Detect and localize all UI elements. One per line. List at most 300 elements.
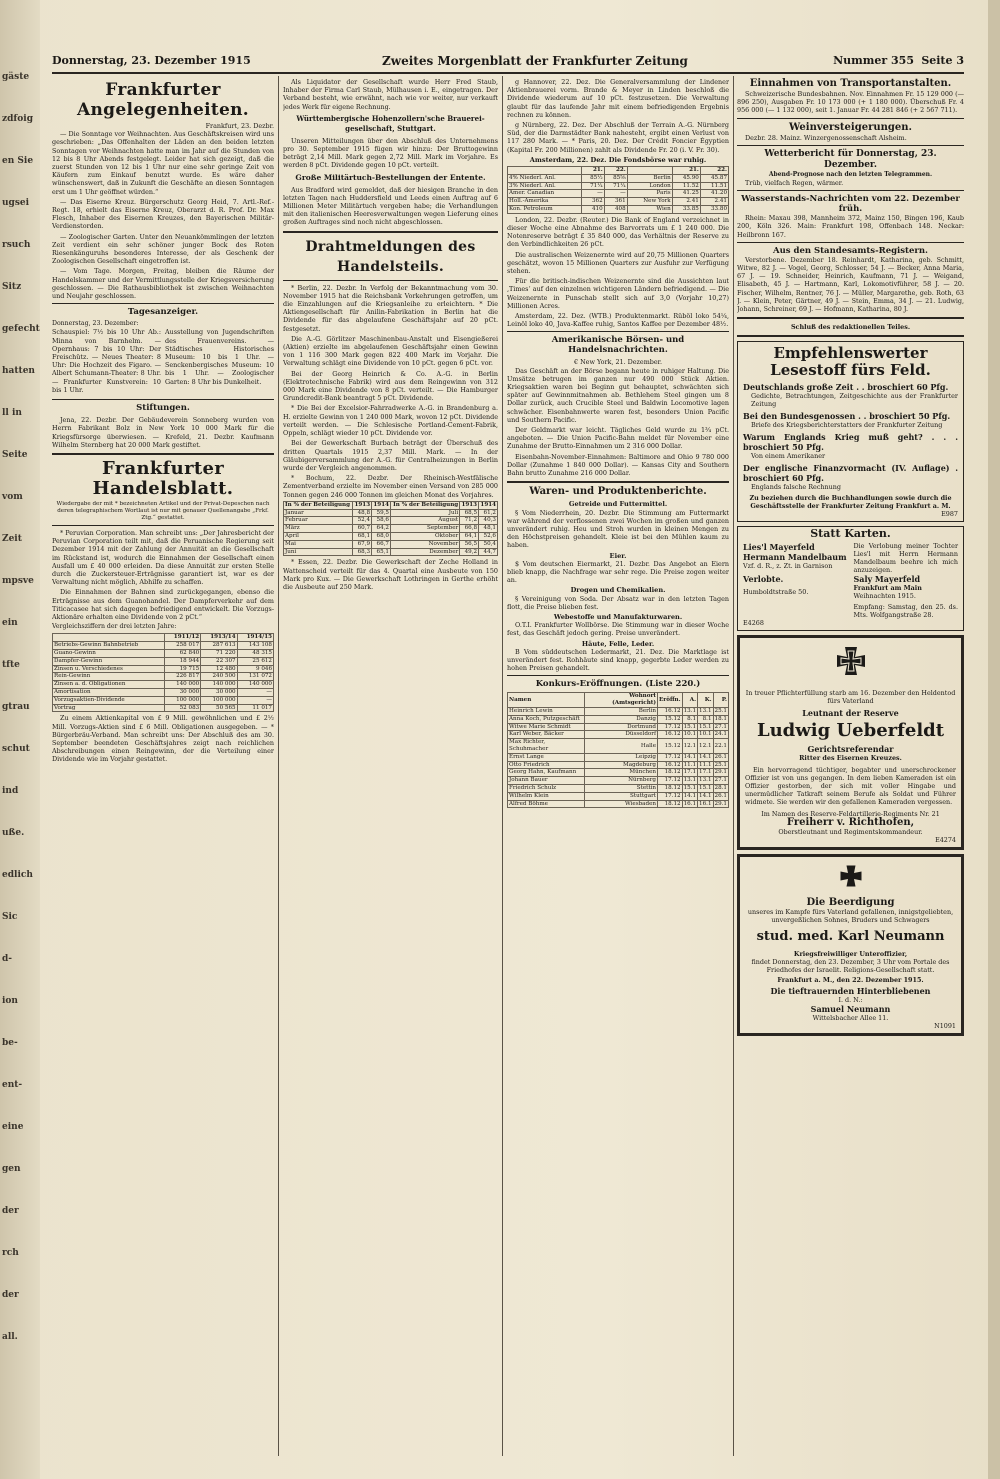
page-edge [988, 0, 1000, 1479]
funeral-family-note: I. d. N.: [838, 995, 863, 1004]
table-cell: August [390, 517, 459, 525]
advert-footer: Zu beziehen durch die Buchhandlungen sowie durch die Geschäftsstelle der Frankfurter Zeitung Frankfurt a. M. [749, 494, 952, 511]
table-cell: Leipzig [584, 753, 657, 761]
header-page: Seite 3 [921, 54, 964, 67]
gutter-fragment: ll in [2, 408, 22, 418]
funeral-name: stud. med. Karl Neumann [756, 928, 945, 944]
article-paragraph: Der Geldmarkt war leicht. Tägliches Geld wurde zu 1¾ pCt. angeboten. — Die Union Pacific-Bahn meldet für November eine Zunahme der Brutto-Einnahmen um 2 316 000 Dollar. [507, 426, 729, 451]
table-cell: 143 108 [237, 642, 273, 650]
table-row [508, 198, 729, 206]
table-cell: 17.12 [658, 723, 683, 731]
iron-cross-icon [836, 864, 866, 894]
table-row [508, 761, 729, 769]
table-cell: Wilhelm Klein [508, 792, 585, 800]
article-paragraph: Die Einnahmen der Bahnen sind zurückgegangen, ebenso die Erträgnisse aus dem Guanohandel. Der Dampferverkehr auf dem Titicacasee hat sich dagegen befriedigend entwickelt. Die Vorzugs-Aktionäre erhalten eine Dividende von 2 pCt.“ [52, 588, 274, 621]
table-cell: — [581, 190, 604, 198]
article-paragraph: — Vom Tage. Morgen, Freitag, bleiben die Räume der Handelskammer und der Vermittlungsstelle der Kriegsversicherung geschlossen. — Die Rathausbibliothek ist zwischen Weihnachten und Neujahr geschlossen. [52, 267, 274, 301]
table-cell: 59,5 [372, 509, 391, 517]
table-header-cell: In % der Beteiligung [284, 501, 353, 509]
table-cell: 27.1 [714, 777, 727, 784]
table-cell: Zinsen a. d. Obligationen [53, 681, 165, 689]
table-header-cell: 1911/12 [164, 634, 200, 642]
advert-code: E4268 [743, 618, 764, 627]
column-3 [507, 78, 729, 1458]
table-header-cell: Eröffn. [658, 693, 683, 708]
table-cell: 41.20 [700, 190, 728, 198]
table-cell: 10.1 [699, 731, 712, 738]
tagesanzeiger-left: Schauspiel: 7½ bis 10 Uhr Ab.: Minna von Barnhelm. — Opernhaus: 7 bis 10 Uhr: Der Freischütz. — Neues Theater: 8 Uhr: Die Hochzeit des Figaro. — Albert Schumann-Theater: 8 Uhr. — Frankfurter Kunstverein: 10 bis 1 Uhr. [52, 328, 161, 394]
article-paragraph: Bei der Gewerkschaft Burbach beträgt der Überschuß des dritten Quartals 1915 2,37 Mill. Mark. — In der Gläubigerversammlung der A.-G. für Centralheizungen in Berlin wurde der Vergleich angenommen. [283, 439, 498, 472]
table-cell: 24.1 [714, 731, 727, 738]
amsterdam-heading: Amsterdam, 22. Dez. Die Fondsbörse war ruhig. [529, 155, 707, 164]
article-paragraph: Aus Bradford wird gemeldet, daß der hiesigen Branche in den letzten Tagen nach Huddersfield und Leeds einen Auftrag auf 6 Millionen Meter Militärtuch vergeben habe; die Verhandlungen mit den italienischen Heeresverwaltungen wegen Lieferung eines großen Auftrages sind noch nicht abgeschlossen. [283, 185, 498, 227]
gutter-fragment: Seite [2, 450, 28, 460]
table-cell: 11.51 [700, 182, 728, 190]
wine-heading: Weinversteigerungen. [789, 121, 912, 133]
table-cell: 62 840 [164, 649, 200, 657]
table-cell: 71,2 [460, 517, 479, 525]
table-cell: 17.12 [658, 792, 683, 800]
table-cell: 26.1 [714, 792, 727, 799]
table-cell: 408 [604, 206, 627, 214]
article-paragraph: — Die Sonntage vor Weihnachten. Aus Geschäftskreisen wird uns geschrieben: „Das Offenhalten der Läden an den beiden letzten Sonntagen vor Weihnachten hatte man im Jahr auf die Stunden von 12 bis 8 Uhr Abends festgelegt. Leider hat sich gezeigt, daß die zuerst Stunden von 12 bis 1 Uhr nur eine sehr geringe Zeit von Käufern zum Einkauf benutzt wurde. Es wäre daher wünschenswert, daß in Zukunft die Geschäfte an diesen Sonntagen erst um 1 Uhr geöffnet würden.“ [52, 130, 274, 196]
advert-items [743, 382, 958, 491]
funeral-rank: Kriegsfreiwilliger Unteroffizier, [793, 949, 908, 958]
subheading: Webestoffe und Manufakturwaren. [553, 612, 683, 621]
stiftungen-heading: Stiftungen. [136, 403, 190, 414]
table-cell: Magdeburg [584, 761, 657, 769]
column-1 [52, 78, 274, 1458]
article-paragraph: Die australischen Weizenernte wird auf 20,75 Millionen Quarters geschätzt, wovon 15 Millionen Quarters zur Ausfuhr zur Verfügung stehen. [507, 250, 729, 276]
advert-item-title: Warum Englands Krieg muß geht? . . . broschiert 50 Pfg. [743, 432, 958, 453]
table-cell: 12 480 [201, 665, 237, 673]
article-paragraph: § Vereinigung von Soda. Der Absatz war in den letzten Tagen flott, die Preise blieben fest. [507, 594, 729, 611]
article-paragraph: Bei der Georg Heinrich & Co. A.-G. in Berlin (Elektrotechnische Fabrik) wird aus dem Reingewinn von 312 000 Mark eine Dividende von 8 pCt. verteilt. — Die Hamburger Grundcredit-Bank beantragt 5 pCt. Dividende. [283, 369, 498, 403]
table-cell: 68,1 [353, 532, 372, 540]
gutter-fragment: vom [2, 492, 23, 502]
table-cell: 50,4 [479, 540, 498, 548]
table-cell: 13.1 [699, 777, 712, 784]
table-cell: 13.1 [683, 777, 697, 784]
column-rule [733, 76, 734, 1456]
tagesanzeiger-date: Donnerstag, 23. Dezember: [52, 320, 139, 328]
table-row [508, 753, 729, 761]
table-cell: Mai [284, 540, 353, 548]
obituary-rank: Leutnant der Reserve [802, 707, 899, 718]
table-row [508, 739, 729, 754]
table-cell: Zinsen u. Verschiedenes [53, 665, 165, 673]
table-cell: Amortisation [53, 688, 165, 696]
table-cell: 15.12 [658, 739, 683, 754]
advert-item-desc: Gedichte, Betrachtungen, Zeitgeschichte aus der Frankfurter Zeitung [751, 392, 958, 409]
water-heading: Wasserstands-Nachrichten vom 22. Dezember früh. [741, 194, 960, 215]
table-row [508, 715, 729, 723]
weather-subheading: Abend-Prognose nach den letzten Telegrammen. [768, 170, 933, 178]
table-cell: 25 612 [237, 657, 273, 665]
gutter-fragment: eine [2, 1122, 24, 1132]
transport-heading: Einnahmen von Transportanstalten. [749, 78, 952, 89]
obituary-order: Ritter des Eisernen Kreuzes. [799, 753, 902, 762]
address: Humboldtstraße 50. [743, 587, 809, 596]
article-paragraph: Rhein: Maxau 398, Mannheim 372, Mainz 150, Bingen 196, Kaub 200, Köln 326. Main: Frankfurt 198, Offenbach 148. Neckar: Heilbronn 167. [737, 214, 964, 239]
obituary-intro: In treuer Pflichterfüllung starb am 16. Dezember den Heldentod fürs Vaterland [745, 688, 956, 705]
gutter-fragment: be- [2, 1038, 18, 1048]
table-cell: Juni [284, 548, 353, 556]
advert-engagement [737, 526, 964, 630]
table-cell: 15.1 [683, 784, 697, 791]
table-cell: 10.1 [683, 731, 697, 738]
table-cell: Nürnberg [584, 777, 657, 785]
gutter-fragment: hatten [2, 366, 35, 376]
table-cell: 15.1 [699, 723, 712, 730]
table-cell: 361 [604, 198, 627, 206]
article-paragraph: O.T.I. Frankfurter Wollbörse. Die Stimmung war in dieser Woche fest, das Geschäft jedoch gering. Preise unverändert. [507, 621, 729, 638]
table-cell: Stettin [584, 784, 657, 792]
table-row [508, 769, 729, 777]
table-cell: 29.1 [714, 800, 727, 807]
table-cell: Februar [284, 517, 353, 525]
obituary-profession: Gerichtsreferendar [807, 743, 894, 754]
table-row [53, 665, 274, 673]
groom-rank: Vzf. d. R., z. Zt. in Garnison [743, 561, 833, 570]
table-cell: 48,8 [353, 509, 372, 517]
article-paragraph: Unseren Mitteilungen über den Abschluß des Unternehmens pro 30. September 1915 fügen wir hinzu: Der Bruttogewinn beträgt 2,14 Mill. Mark gegen 2,72 Mill. Mark im Vorjahre. Es werden 8 pCt. Dividende gegen 10 pCt. verteilt. [283, 136, 498, 170]
gutter-fragment: zdfoig [2, 114, 33, 124]
table-header-row [508, 167, 729, 175]
section-title-local: Frankfurter Angelegenheiten. [77, 80, 249, 120]
table-cell: 11.1 [699, 761, 712, 768]
table-cell: 17.1 [699, 769, 712, 776]
table-header-cell: 21. [581, 167, 604, 175]
table-cell: Alfred Böhme [508, 800, 585, 808]
tagesanzeiger-right: Ausstellung von Jugendschriften des Frauenvereins. — Städtisches Historisches Museum: 10 bis 1 Uhr. — Senckenbergisches Museum: 10 bis 1 Uhr. — Zoologischer Garten: 8 Uhr bis Dunkelheit. [165, 328, 274, 386]
table-cell: 13.1 [683, 707, 697, 714]
table-cell: 52 083 [164, 704, 200, 712]
funeral-title: Die Beerdigung [806, 896, 895, 908]
table-cell: 26.1 [714, 753, 727, 760]
article-paragraph: § Vom Niederrhein, 20. Dezbr. Die Stimmung am Futtermarkt war während der verflossenen zwei Wochen im großen und ganzen unverändert ruhig. Heu und Stroh wurden in kleinen Mengen zu den Höchstpreisen gehandelt. Kleie ist bei den Mühlen kaum zu haben. [507, 508, 729, 550]
table-cell: 71 220 [201, 649, 237, 657]
gutter-fragment: ein [2, 618, 18, 628]
table-cell: 19 715 [164, 665, 200, 673]
table-cell: Friedrich Schulz [508, 784, 585, 792]
article-heading: Große Militärtuch-Bestellungen der Entente. [295, 172, 486, 182]
table-cell: New York [627, 198, 672, 206]
table-row [508, 792, 729, 800]
page-header [52, 50, 964, 74]
article-paragraph: Schweizerische Bundesbahnen. Nov. Einnahmen Fr. 15 129 000 (— 896 250), Ausgaben Fr. 10 173 000 (+ 1 180 000). Überschuß Fr. 4 956 000 (— 1 132 000), seit 1. Januar Fr. 44 281 846 (+ 2 567 711). [737, 90, 964, 115]
table-cell: Witwe Marie Schmidt [508, 723, 585, 731]
table-cell: 4% Niederl. Anl. [508, 174, 582, 182]
table-cell: Halle [584, 739, 657, 754]
table-header-row [284, 501, 498, 509]
table-cell: 18.12 [658, 784, 683, 792]
table-cell: 12.1 [698, 739, 713, 754]
table-cell: Januar [284, 509, 353, 517]
advert-code: E987 [941, 510, 958, 519]
table-cell: Betriebs-Gewinn Bahnbetrieb [53, 642, 165, 650]
dateline: Frankfurt, 23. Dezbr. [205, 122, 274, 130]
table-header-cell: 1913/14 [201, 634, 237, 642]
table-cell: 16.12 [658, 761, 683, 769]
father-name: Saly Mayerfeld [853, 573, 921, 584]
divider [737, 145, 964, 146]
table-cell: 49,2 [460, 548, 479, 556]
table-header-cell: K. [698, 693, 713, 708]
table-cell: 52,6 [479, 532, 498, 540]
table-row [284, 525, 498, 533]
table-row [53, 688, 274, 696]
article-paragraph: * Die Bei der Excelsior-Fahrradwerke A.-G. in Brandenburg a. H. erzielte Gewinn von 1 240 000 Mark, wovon 12 pCt. Dividende verteilt werden. — Die Schlesische Portland-Cement-Fabrik, Oppeln, schlägt wieder 10 pCt. Dividende vor. [283, 404, 498, 438]
table-cell: 50 565 [201, 704, 237, 712]
table-row [53, 649, 274, 657]
table-cell: 85⅝ [604, 174, 627, 182]
article-paragraph: * Peruvian Corporation. Man schreibt uns: „Der Jahresbericht der Peruvian Corporation teilt mit, daß die Peruanische Regierung seit Dezember 1914 mit der Zahlung der Annuität an die Gesellschaft im Rückstand ist, wodurch die Einnahmen der Gesellschaft einen Ausfall um £ 40 000 erleiden. Da diese Annuität zur ersten Stelle durch die Zuckersteuer-Erträgnisse garantiert ist, war es der Verwaltung nicht möglich, Abhilfe zu schaffen. [52, 528, 274, 587]
table-cell: 18.1 [714, 715, 727, 722]
article-paragraph: Das Geschäft an der Börse begann heute in ruhiger Haltung. Die Umsätze betrugen im ganzen nur 490 000 Stück Aktien. Kriegsaktien waren bei Beginn gut behauptet, schwächten sich später auf Gewinnmitnahmen ab. Bethlehem Steel gingen um 8 Dollar zurück, auch Crucible Steel und Baldwin Locomotive lagen schwächer. Eisenbahnwerte waren fest, besonders Union Pacific und Southern Pacific. [507, 366, 729, 424]
obituary-signer-title: Oberstleutnant und Regimentskommandeur. [778, 827, 923, 836]
article-paragraph: Für die britisch-indischen Weizenernte sind die Aussichten laut ‚Times‘ auf den einzelnen wichtigeren Ländern befriedigend. — Die Weizenernte in Punschab stellt sich auf 3,0 (Vorjahr 10,27) Millionen Acres. [507, 277, 729, 310]
article-paragraph: * Bochum, 22. Dezbr. Der Rheinisch-Westfälische Zementverband erzielte im November einen Versand von 285 000 Tonnen gegen 246 000 Tonnen im gleichen Monat des Vorjahres. [283, 474, 498, 499]
table-cell: 18.12 [658, 769, 683, 777]
table-cell: 27.1 [714, 723, 727, 730]
table-cell: 17.12 [658, 753, 683, 761]
table-cell: 15.1 [683, 723, 697, 730]
table-cell: 410 [581, 206, 604, 214]
weather-forecast: Trüb, vielfach Regen, wärmer. [745, 179, 844, 188]
bankruptcy-table [507, 692, 729, 808]
funeral-details: findet Donnerstag, den 23. Dezember, 3 Uhr vom Portale des Friedhofes der Israelit. Religions-Gesellschaft statt. [751, 957, 950, 974]
gutter-fragment: all. [2, 1332, 18, 1342]
table-cell: 17.12 [658, 777, 683, 785]
funeral-address: Wittelsbacher Allee 11. [812, 1013, 889, 1022]
table-cell: 14.1 [699, 792, 712, 799]
table-header-cell: Wohnort (Amtsgericht) [584, 693, 657, 708]
table-cell: 25.1 [714, 707, 727, 714]
table-cell: 45.90 [672, 174, 700, 182]
financial-table [52, 633, 274, 712]
funeral-family: Die tieftrauernden Hinterbliebenen [770, 985, 931, 996]
table-cell: Oktober [390, 532, 459, 540]
gutter-fragment: Sic [2, 912, 18, 922]
divider [737, 118, 964, 119]
obituary-text: Ein hervorragend tüchtiger, begabter und unerschrockener Offizier ist von uns gegangen. In dem lieben Kameraden ist ein Offizier gestorben, der sich mit voller Hingabe und unermüdlicher Tatkraft seinem Berufe als Soldat und Führer widmete. Sie werden wir den gefallenen Kameraden vergessen. [745, 765, 956, 806]
gutter-fragment: gtrau [2, 702, 30, 712]
article-paragraph: g Nürnberg, 22. Dez. Der Abschluß der Terrain A.-G. Nürnberg Süd, der die Darmstädter Bank nahesteht, ergibt einen Verlust von 117 280 Mark. — * Paris, 20. Dez. Der Crédit Foncier Égyptien (Kapital Fr. 200 Millionen) zahlt als Dividende Fr. 20 (i. V. Fr. 30). [507, 121, 729, 154]
table-cell: 68,0 [372, 532, 391, 540]
cement-table [283, 501, 498, 557]
table-cell: 11.1 [683, 761, 697, 768]
table-cell: 29.1 [714, 769, 727, 776]
table-cell: — [237, 696, 273, 704]
table-cell: Vorzugsaktien-Dividende [53, 696, 165, 704]
table-cell: Dezember [390, 548, 459, 556]
previous-page-edge [0, 0, 40, 1479]
table-cell: 14.1 [683, 753, 697, 760]
table-cell: 22 307 [201, 657, 237, 665]
table-cell: London [627, 182, 672, 190]
table-header-cell: 1913 [461, 501, 478, 508]
table-cell: April [284, 532, 353, 540]
divider [737, 335, 964, 337]
divider [52, 399, 274, 400]
exchange-table [507, 166, 729, 214]
table-cell: 56,5 [460, 540, 479, 548]
table-cell: 9 046 [237, 665, 273, 673]
table-cell: 15.1 [699, 784, 712, 791]
table-cell: 15.12 [658, 715, 683, 723]
gutter-fragment: Sitz [2, 282, 22, 292]
engagement-title: Statt Karten. [810, 527, 891, 541]
table-cell: Ernst Lange [508, 753, 585, 761]
table-cell: 48 315 [237, 649, 273, 657]
article-paragraph: Amsterdam, 22. Dez. (WTB.) Produktenmarkt. Rüböl loko 54¼, Leinöl loko 40, Java-Kaffee ruhig, Santos Kaffee per Dezember 48½. [507, 312, 729, 329]
table-cell: München [584, 769, 657, 777]
table-cell: — [237, 688, 273, 696]
table-cell: Kon. Petroleum [508, 206, 582, 214]
divider [737, 190, 964, 191]
article-paragraph: — Das Eiserne Kreuz. Bürgerschutz Georg Heid, 7. Artl.-Ref.-Regt. 18, erhielt das Eiserne Kreuz, Oberarzt d. R. Prof. Dr. Max Flesch, Inhaber des Eisernen Kreuzes, den Bayerischen Militär-Verdienstorden. [52, 197, 274, 231]
gutter-fragment: uße. [2, 828, 25, 838]
table-cell: Stuttgart [584, 792, 657, 800]
article-paragraph: Als Liquidator der Gesellschaft wurde Herr Fred Staub, Inhaber der Firma Carl Staub, Mülhausen i. E., eingetragen. Der Verband besteht, wie erwähnt, nach wie vor weiter, nur verkauft jedes Werk für eigene Rechnung. [283, 78, 498, 111]
gutter-fragment: der [2, 1290, 19, 1300]
table-cell: Holl.-Amerika [508, 198, 582, 206]
divider [283, 280, 498, 281]
advert-item-title: Der englische Finanzvormacht (IV. Auflage) . broschiert 60 Pfg. [743, 463, 958, 484]
table-cell: 30 000 [201, 688, 237, 696]
table-cell: 131 072 [237, 673, 273, 681]
table-cell: 362 [581, 198, 604, 206]
gutter-fragment: gen [2, 1164, 21, 1174]
divider [507, 675, 729, 676]
table-cell: Wien [627, 206, 672, 214]
dateline: € New York, 21. Dezember. [573, 358, 663, 367]
table-cell: 16.12 [658, 707, 683, 715]
table-cell: 2.41 [700, 198, 728, 206]
registry-heading: Aus den Standesamts-Registern. [772, 245, 929, 256]
table-cell: 33.80 [700, 206, 728, 214]
table-cell: 16.12 [658, 731, 683, 739]
table-cell: 100 000 [164, 696, 200, 704]
gutter-fragment: gefecht [2, 324, 40, 334]
table-cell: Karl Weber, Bäcker [508, 731, 585, 739]
table-header-cell: A. [682, 693, 697, 708]
table-cell: Berlin [584, 707, 657, 715]
article-paragraph: Dezbr. 28. Mainz. Winzergenossenschaft Alsheim. [745, 133, 907, 142]
table-cell: Wiesbaden [584, 800, 657, 808]
table-cell: Max Richter, Schuhmacher [508, 739, 585, 754]
table-cell: 226 817 [164, 673, 200, 681]
divider [737, 317, 964, 319]
subheading: Häute, Felle, Leder. [581, 639, 655, 648]
table-cell: Georg Hahn, Kaufmann [508, 769, 585, 777]
table-cell: Otto Friedrich [508, 761, 585, 769]
column-rule [278, 76, 279, 1456]
table-cell: Dortmund [584, 723, 657, 731]
table-header-cell [53, 634, 165, 642]
table-cell: 11.52 [672, 182, 700, 190]
date: Weihnachten 1915. [853, 591, 916, 600]
table-row [508, 731, 729, 739]
table-header-row [508, 693, 729, 708]
header-number: Nummer 355 [833, 54, 914, 67]
obituary-neumann [737, 854, 964, 1036]
table-cell: Vortrag [53, 704, 165, 712]
gutter-fragment: ion [2, 996, 18, 1006]
table-row [508, 777, 729, 785]
iron-cross-icon [831, 645, 871, 685]
table-row [508, 190, 729, 198]
table-cell: 67,9 [353, 540, 372, 548]
funeral-place: Frankfurt a. M., den 22. Dezember 1915. [777, 975, 924, 984]
table-row [508, 206, 729, 214]
gutter-fragment: ugsei [2, 198, 30, 208]
table-cell: 66,8 [460, 525, 479, 533]
table-cell: 8.1 [682, 715, 697, 723]
table-cell: 11 017 [237, 704, 273, 712]
table-cell: 14.1 [699, 753, 712, 760]
divider [52, 303, 274, 304]
table-cell: 28.1 [714, 784, 727, 791]
table-cell: 58,6 [372, 517, 391, 525]
table-cell: Paris [627, 190, 672, 198]
table-cell: 61,2 [479, 509, 498, 517]
article-paragraph: B Vom süddeutschen Ledermarkt, 21. Dez. Die Marktlage ist unverändert fest. Rohhäute sind knapp, gegerbte Leder werden zu hohen Preisen gehandelt. [507, 647, 729, 673]
table-row [53, 657, 274, 665]
table-cell: Juli [390, 509, 459, 517]
table-header-cell: 22. [700, 167, 728, 175]
table-cell: 85½ [581, 174, 604, 182]
advert-code: E4274 [935, 835, 956, 844]
table-header-cell: 1913 [354, 501, 371, 508]
advert-item-title: Bei den Bundesgenossen . . broschiert 50 Pfg. [743, 411, 951, 422]
article-paragraph: * Berlin, 22. Dezbr. In Verfolg der Bekanntmachung vom 30. November 1915 hat die Reichsbank Vorkehrungen getroffen, um die Einzahlungen auf die Kriegsanleihe zu erleichtern. * Die Aktiengesellschaft für Anilin-Fabrikation in Berlin hat die Dividende für das abgelaufene Geschäftsjahr auf 20 pCt. festgesetzt. [283, 283, 498, 333]
table-cell: 41.25 [672, 190, 700, 198]
gutter-fragment: ent- [2, 1080, 23, 1090]
table-cell: 64,2 [372, 525, 391, 533]
gutter-fragment: rch [2, 1248, 19, 1258]
divider [737, 242, 964, 243]
bride-name: Lies'l Mayerfeld [743, 541, 815, 552]
table-row [284, 548, 498, 556]
table-row [53, 704, 274, 712]
table-cell: 44,7 [479, 548, 498, 556]
table-header-cell: 22. [604, 167, 627, 175]
table-header-row [53, 634, 274, 642]
article-paragraph: Jena, 22. Dezbr. Der Gebäudeverein Sonneberg wurden von Herrn Fabrikant Bolz in New York 10 000 Mark für die Kriegsfürsorge überwiesen. — Krefeld, 21. Dezbr. Kaufmann Wilhelm Sternberg hat 20 000 Mark gestiftet. [52, 416, 274, 449]
table-row [53, 673, 274, 681]
advert-code: N1091 [934, 1021, 956, 1030]
reception: Empfang: Samstag, den 25. ds. Mts. Wolfgangstraße 28. [853, 602, 958, 619]
funeral-signer: Samuel Neumann [810, 1003, 891, 1014]
table-cell: 16.1 [683, 800, 697, 807]
section-heading-waren: Waren- und Produktenberichte. [529, 486, 707, 498]
table-row [508, 707, 729, 715]
table-cell: 8.1 [698, 715, 713, 723]
table-cell: 71¼ [604, 182, 627, 190]
table-cell: 65,1 [372, 548, 391, 556]
gutter-fragment: schut [2, 744, 30, 754]
table-row [508, 174, 729, 182]
table-row [284, 509, 498, 517]
subheading: Drogen und Chemikalien. [570, 586, 666, 595]
table-cell: 60,7 [353, 525, 372, 533]
table-caption: Vergleichsziffern der drei letzten Jahre: [52, 623, 177, 631]
table-header-cell: P. [713, 693, 728, 708]
column-rule [502, 76, 503, 1456]
table-cell: November [390, 540, 459, 548]
